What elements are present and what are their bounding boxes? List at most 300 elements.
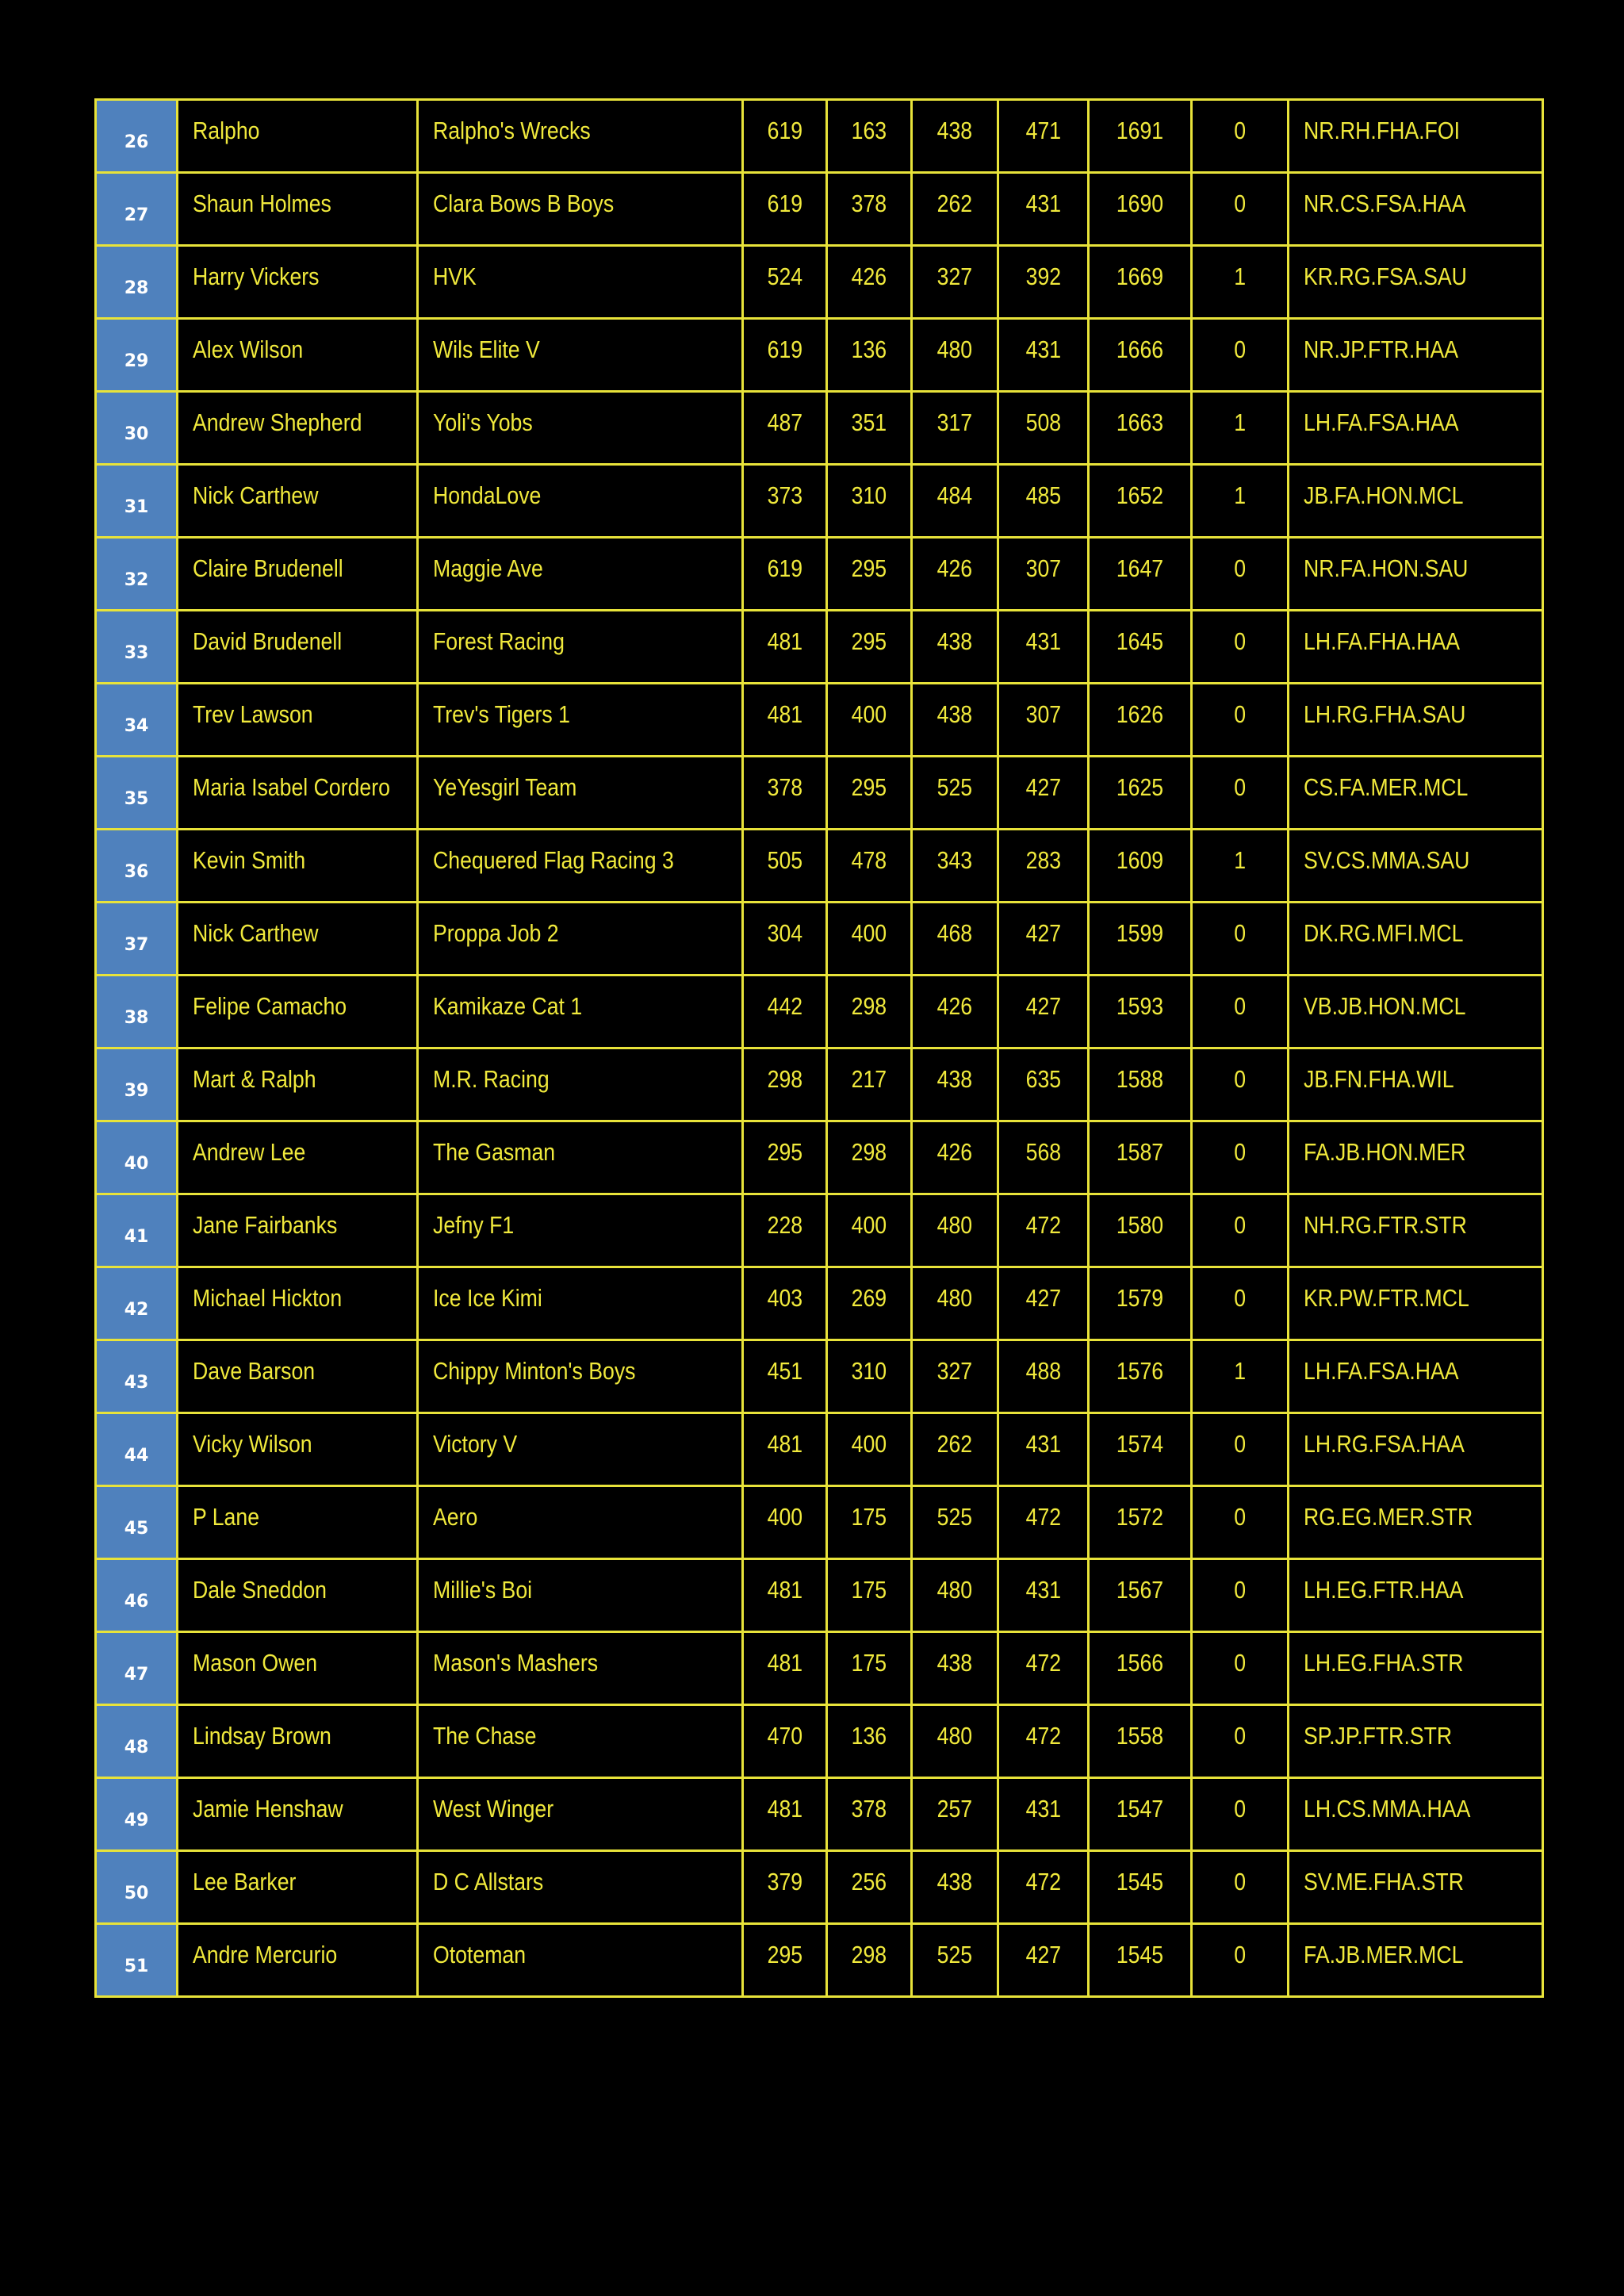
s1-text: 400: [767, 1503, 802, 1531]
position-cell: 35: [96, 757, 178, 830]
table-row: [96, 1924, 1543, 1997]
extra-cell: [1192, 1632, 1289, 1705]
team-cell: [418, 1559, 743, 1632]
s2-text: 426: [851, 263, 887, 290]
position-cell: 49: [96, 1778, 178, 1851]
team-cell: [418, 100, 743, 173]
team-cell: [418, 830, 743, 903]
table-row: [96, 100, 1543, 173]
code-cell: [1289, 1267, 1543, 1340]
s1-text: 470: [767, 1722, 802, 1750]
extra-cell: [1192, 1486, 1289, 1559]
manager-text: Mason Owen: [193, 1649, 318, 1677]
score-1-cell: [743, 1705, 827, 1778]
extra-text: 0: [1234, 190, 1246, 217]
extra-cell: [1192, 903, 1289, 976]
score-3-cell: [912, 319, 998, 392]
extra-text: 0: [1234, 627, 1246, 655]
score-1-cell: [743, 1559, 827, 1632]
s2-text: 400: [851, 1211, 887, 1239]
s1-text: 295: [767, 1138, 802, 1166]
manager-cell: [178, 392, 418, 465]
manager-cell: [178, 1121, 418, 1194]
total-cell: [1089, 830, 1192, 903]
code-cell: [1289, 1121, 1543, 1194]
s2-text: 310: [851, 1357, 887, 1385]
score-3-cell: [912, 1194, 998, 1267]
s1-text: 524: [767, 263, 802, 290]
s1-text: 619: [767, 190, 802, 217]
manager-cell: [178, 465, 418, 538]
position-cell: 34: [96, 684, 178, 757]
s2-text: 351: [851, 408, 887, 436]
score-2-cell: [827, 1413, 912, 1486]
table-row: [96, 1486, 1543, 1559]
score-3-cell: [912, 1486, 998, 1559]
score-1-cell: [743, 319, 827, 392]
manager-text: Felipe Camacho: [193, 992, 347, 1020]
extra-text: 0: [1234, 1138, 1246, 1166]
score-3-cell: [912, 903, 998, 976]
total-cell: [1089, 1267, 1192, 1340]
extra-cell: [1192, 246, 1289, 319]
score-3-cell: [912, 1559, 998, 1632]
s1-text: 373: [767, 481, 802, 509]
manager-cell: [178, 1413, 418, 1486]
total-cell: [1089, 1048, 1192, 1121]
score-1-cell: [743, 976, 827, 1048]
position-cell: 42: [96, 1267, 178, 1340]
manager-cell: [178, 100, 418, 173]
code-text: KR.RG.FSA.SAU: [1304, 263, 1467, 290]
score-3-cell: [912, 1924, 998, 1997]
s1-text: 481: [767, 1576, 802, 1604]
code-text: SP.JP.FTR.STR: [1304, 1722, 1453, 1750]
s4-text: 392: [1025, 263, 1061, 290]
s4-text: 488: [1025, 1357, 1061, 1385]
s3-text: 480: [936, 335, 973, 363]
extra-text: 1: [1234, 263, 1246, 290]
s3-text: 484: [936, 481, 973, 509]
score-2-cell: [827, 1705, 912, 1778]
manager-text: Claire Brudenell: [193, 554, 343, 582]
score-1-cell: [743, 465, 827, 538]
score-3-cell: [912, 757, 998, 830]
s4-text: 427: [1025, 992, 1061, 1020]
total-text: 1691: [1116, 117, 1164, 144]
s3-text: 480: [936, 1211, 973, 1239]
s4-text: 472: [1025, 1211, 1061, 1239]
total-text: 1545: [1116, 1941, 1164, 1968]
code-cell: [1289, 903, 1543, 976]
extra-text: 0: [1234, 1211, 1246, 1239]
code-text: DK.RG.MFI.MCL: [1304, 919, 1464, 947]
s1-text: 378: [767, 773, 802, 801]
code-text: CS.FA.MER.MCL: [1304, 773, 1469, 801]
code-text: LH.FA.FHA.HAA: [1304, 627, 1461, 655]
score-4-cell: [998, 1632, 1089, 1705]
table-row: [96, 1267, 1543, 1340]
score-3-cell: [912, 1705, 998, 1778]
score-4-cell: [998, 1486, 1089, 1559]
score-3-cell: [912, 1340, 998, 1413]
position-cell: 41: [96, 1194, 178, 1267]
total-text: 1558: [1116, 1722, 1164, 1750]
s3-text: 327: [936, 263, 973, 290]
team-cell: [418, 1267, 743, 1340]
position-cell: 51: [96, 1924, 178, 1997]
s2-text: 400: [851, 919, 887, 947]
score-2-cell: [827, 1851, 912, 1924]
s1-text: 228: [767, 1211, 802, 1239]
total-text: 1690: [1116, 190, 1164, 217]
s4-text: 472: [1025, 1722, 1061, 1750]
code-text: JB.FN.FHA.WIL: [1304, 1065, 1454, 1093]
score-4-cell: [998, 100, 1089, 173]
score-3-cell: [912, 246, 998, 319]
s2-text: 298: [851, 1941, 887, 1968]
total-text: 1574: [1116, 1430, 1164, 1458]
extra-cell: [1192, 392, 1289, 465]
score-1-cell: [743, 1486, 827, 1559]
score-2-cell: [827, 976, 912, 1048]
table-row: [96, 1632, 1543, 1705]
code-text: KR.PW.FTR.MCL: [1304, 1284, 1469, 1312]
extra-text: 0: [1234, 1941, 1246, 1968]
total-cell: [1089, 100, 1192, 173]
s4-text: 431: [1025, 1430, 1061, 1458]
total-cell: [1089, 1121, 1192, 1194]
extra-text: 0: [1234, 1576, 1246, 1604]
extra-cell: [1192, 1924, 1289, 1997]
extra-cell: [1192, 1048, 1289, 1121]
total-text: 1545: [1116, 1868, 1164, 1895]
team-cell: [418, 538, 743, 611]
s2-text: 295: [851, 627, 887, 655]
score-1-cell: [743, 1048, 827, 1121]
manager-cell: [178, 246, 418, 319]
table-row: [96, 173, 1543, 246]
score-3-cell: [912, 976, 998, 1048]
score-4-cell: [998, 684, 1089, 757]
total-cell: [1089, 684, 1192, 757]
extra-text: 0: [1234, 1649, 1246, 1677]
code-cell: [1289, 1486, 1543, 1559]
team-text: Mason's Mashers: [433, 1649, 599, 1677]
table-row: [96, 1778, 1543, 1851]
manager-text: Dale Sneddon: [193, 1576, 327, 1604]
score-4-cell: [998, 392, 1089, 465]
code-text: LH.CS.MMA.HAA: [1304, 1795, 1471, 1823]
code-cell: [1289, 392, 1543, 465]
s2-text: 175: [851, 1649, 887, 1677]
s1-text: 619: [767, 554, 802, 582]
manager-cell: [178, 1778, 418, 1851]
team-text: Kamikaze Cat 1: [433, 992, 583, 1020]
team-text: Ice Ice Kimi: [433, 1284, 542, 1312]
team-cell: [418, 1340, 743, 1413]
s4-text: 568: [1025, 1138, 1061, 1166]
code-text: RG.EG.MER.STR: [1304, 1503, 1473, 1531]
score-2-cell: [827, 1559, 912, 1632]
manager-cell: [178, 1705, 418, 1778]
team-cell: [418, 903, 743, 976]
s4-text: 427: [1025, 1941, 1061, 1968]
table-row: [96, 246, 1543, 319]
s2-text: 163: [851, 117, 887, 144]
score-2-cell: [827, 392, 912, 465]
manager-cell: [178, 1048, 418, 1121]
score-3-cell: [912, 1851, 998, 1924]
s4-text: 307: [1025, 700, 1061, 728]
extra-text: 1: [1234, 481, 1246, 509]
total-cell: [1089, 1778, 1192, 1851]
manager-text: Lee Barker: [193, 1868, 297, 1895]
table-row: [96, 1048, 1543, 1121]
s1-text: 379: [767, 1868, 802, 1895]
team-text: Ototeman: [433, 1941, 527, 1968]
total-text: 1663: [1116, 408, 1164, 436]
team-text: Trev's Tigers 1: [433, 700, 570, 728]
s1-text: 304: [767, 919, 802, 947]
score-1-cell: [743, 100, 827, 173]
score-1-cell: [743, 538, 827, 611]
code-text: SV.ME.FHA.STR: [1304, 1868, 1464, 1895]
manager-text: Andre Mercurio: [193, 1941, 338, 1968]
score-4-cell: [998, 1705, 1089, 1778]
extra-text: 0: [1234, 1795, 1246, 1823]
position-cell: 38: [96, 976, 178, 1048]
s4-text: 431: [1025, 335, 1061, 363]
score-1-cell: [743, 1632, 827, 1705]
code-cell: [1289, 1924, 1543, 1997]
s4-text: 471: [1025, 117, 1061, 144]
manager-text: Shaun Holmes: [193, 190, 331, 217]
total-cell: [1089, 976, 1192, 1048]
score-1-cell: [743, 1267, 827, 1340]
s1-text: 481: [767, 1430, 802, 1458]
code-cell: [1289, 1851, 1543, 1924]
s4-text: 635: [1025, 1065, 1061, 1093]
manager-cell: [178, 1632, 418, 1705]
team-text: Millie's Boi: [433, 1576, 533, 1604]
manager-text: Jamie Henshaw: [193, 1795, 343, 1823]
s1-text: 481: [767, 1649, 802, 1677]
team-cell: [418, 757, 743, 830]
code-text: SV.CS.MMA.SAU: [1304, 846, 1470, 874]
score-2-cell: [827, 830, 912, 903]
extra-cell: [1192, 684, 1289, 757]
extra-text: 0: [1234, 1430, 1246, 1458]
score-4-cell: [998, 173, 1089, 246]
manager-text: Nick Carthew: [193, 919, 319, 947]
team-cell: [418, 392, 743, 465]
extra-text: 0: [1234, 992, 1246, 1020]
team-text: Aero: [433, 1503, 478, 1531]
total-text: 1580: [1116, 1211, 1164, 1239]
s3-text: 438: [936, 700, 973, 728]
manager-text: Kevin Smith: [193, 846, 306, 874]
s4-text: 431: [1025, 190, 1061, 217]
score-2-cell: [827, 1486, 912, 1559]
table-row: [96, 1121, 1543, 1194]
extra-text: 0: [1234, 1722, 1246, 1750]
s3-text: 525: [936, 1941, 973, 1968]
total-cell: [1089, 1413, 1192, 1486]
score-2-cell: [827, 611, 912, 684]
extra-cell: [1192, 1267, 1289, 1340]
s3-text: 438: [936, 1649, 973, 1677]
manager-cell: [178, 684, 418, 757]
team-text: M.R. Racing: [433, 1065, 550, 1093]
score-2-cell: [827, 319, 912, 392]
s4-text: 485: [1025, 481, 1061, 509]
table-row: [96, 392, 1543, 465]
extra-text: 0: [1234, 1868, 1246, 1895]
extra-cell: [1192, 1559, 1289, 1632]
team-text: Chequered Flag Racing 3: [433, 846, 674, 874]
total-text: 1609: [1116, 846, 1164, 874]
s2-text: 298: [851, 992, 887, 1020]
team-cell: [418, 611, 743, 684]
s2-text: 378: [851, 190, 887, 217]
extra-cell: [1192, 465, 1289, 538]
total-cell: [1089, 465, 1192, 538]
code-text: VB.JB.HON.MCL: [1304, 992, 1466, 1020]
position-cell: 45: [96, 1486, 178, 1559]
s2-text: 298: [851, 1138, 887, 1166]
manager-cell: [178, 1340, 418, 1413]
code-cell: [1289, 1632, 1543, 1705]
code-text: NR.JP.FTR.HAA: [1304, 335, 1459, 363]
score-2-cell: [827, 757, 912, 830]
score-3-cell: [912, 1778, 998, 1851]
manager-cell: [178, 1559, 418, 1632]
score-1-cell: [743, 1340, 827, 1413]
score-1-cell: [743, 757, 827, 830]
table-row: [96, 1413, 1543, 1486]
team-cell: [418, 319, 743, 392]
manager-cell: [178, 976, 418, 1048]
manager-text: Andrew Lee: [193, 1138, 306, 1166]
s3-text: 262: [936, 1430, 973, 1458]
total-cell: [1089, 757, 1192, 830]
total-cell: [1089, 319, 1192, 392]
score-1-cell: [743, 830, 827, 903]
score-2-cell: [827, 1194, 912, 1267]
team-cell: [418, 1778, 743, 1851]
score-2-cell: [827, 1632, 912, 1705]
team-cell: [418, 684, 743, 757]
score-1-cell: [743, 173, 827, 246]
code-cell: [1289, 1559, 1543, 1632]
s3-text: 438: [936, 117, 973, 144]
team-cell: [418, 246, 743, 319]
code-cell: [1289, 830, 1543, 903]
score-1-cell: [743, 611, 827, 684]
code-cell: [1289, 611, 1543, 684]
score-3-cell: [912, 1267, 998, 1340]
code-text: FA.JB.HON.MER: [1304, 1138, 1466, 1166]
score-2-cell: [827, 465, 912, 538]
s2-text: 175: [851, 1576, 887, 1604]
s3-text: 438: [936, 627, 973, 655]
total-text: 1669: [1116, 263, 1164, 290]
manager-cell: [178, 611, 418, 684]
total-cell: [1089, 1340, 1192, 1413]
team-text: Ralpho's Wrecks: [433, 117, 591, 144]
code-text: NR.FA.HON.SAU: [1304, 554, 1469, 582]
extra-text: 0: [1234, 700, 1246, 728]
code-text: LH.EG.FTR.HAA: [1304, 1576, 1464, 1604]
s2-text: 400: [851, 700, 887, 728]
total-text: 1566: [1116, 1649, 1164, 1677]
position-cell: 48: [96, 1705, 178, 1778]
score-1-cell: [743, 1121, 827, 1194]
extra-cell: [1192, 757, 1289, 830]
score-1-cell: [743, 903, 827, 976]
s2-text: 136: [851, 1722, 887, 1750]
position-cell: 37: [96, 903, 178, 976]
table-row: [96, 611, 1543, 684]
total-text: 1666: [1116, 335, 1164, 363]
manager-cell: [178, 1924, 418, 1997]
total-cell: [1089, 1559, 1192, 1632]
s4-text: 307: [1025, 554, 1061, 582]
score-1-cell: [743, 684, 827, 757]
s3-text: 327: [936, 1357, 973, 1385]
s4-text: 427: [1025, 919, 1061, 947]
extra-cell: [1192, 1851, 1289, 1924]
position-cell: 33: [96, 611, 178, 684]
team-cell: [418, 465, 743, 538]
manager-cell: [178, 1851, 418, 1924]
code-cell: [1289, 1413, 1543, 1486]
total-cell: [1089, 903, 1192, 976]
manager-cell: [178, 1486, 418, 1559]
team-cell: [418, 1705, 743, 1778]
manager-text: Maria Isabel Cordero: [193, 773, 390, 801]
table-row: [96, 684, 1543, 757]
extra-cell: [1192, 830, 1289, 903]
s4-text: 427: [1025, 1284, 1061, 1312]
score-1-cell: [743, 1413, 827, 1486]
extra-cell: [1192, 1340, 1289, 1413]
extra-text: 1: [1234, 1357, 1246, 1385]
code-cell: [1289, 1194, 1543, 1267]
manager-text: Harry Vickers: [193, 263, 320, 290]
s2-text: 310: [851, 481, 887, 509]
team-text: YeYesgirl Team: [433, 773, 577, 801]
s1-text: 619: [767, 117, 802, 144]
position-cell: 47: [96, 1632, 178, 1705]
extra-cell: [1192, 1413, 1289, 1486]
code-cell: [1289, 246, 1543, 319]
total-text: 1572: [1116, 1503, 1164, 1531]
extra-text: 0: [1234, 919, 1246, 947]
s3-text: 438: [936, 1065, 973, 1093]
manager-cell: [178, 757, 418, 830]
score-3-cell: [912, 1632, 998, 1705]
score-4-cell: [998, 1851, 1089, 1924]
team-text: HondaLove: [433, 481, 542, 509]
total-text: 1626: [1116, 700, 1164, 728]
manager-cell: [178, 538, 418, 611]
s2-text: 295: [851, 554, 887, 582]
extra-cell: [1192, 100, 1289, 173]
score-3-cell: [912, 1413, 998, 1486]
s3-text: 426: [936, 554, 973, 582]
